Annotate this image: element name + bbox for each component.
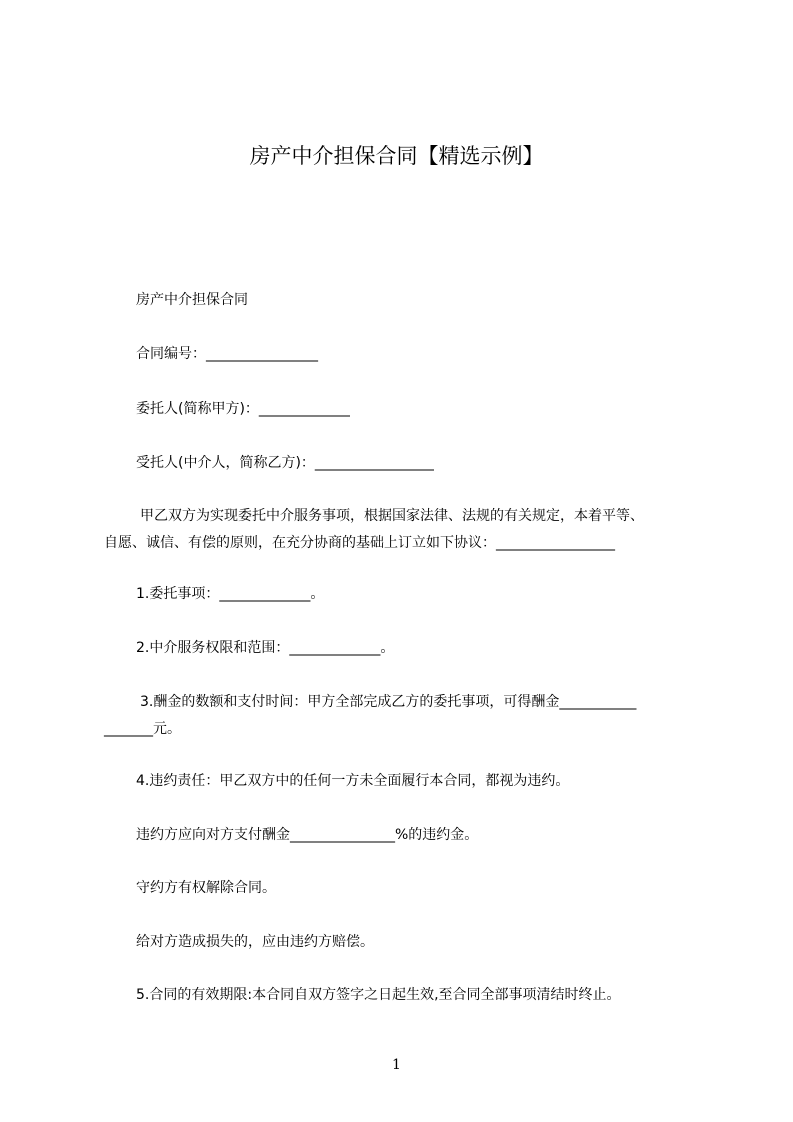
- clause-3-line-2: _______元。: [104, 721, 181, 737]
- contract-number-line: 合同编号：________________: [136, 346, 318, 362]
- clause-4-penalty: 违约方应向对方支付酬金_______________%的违约金。: [136, 827, 479, 843]
- preamble-line-1: 甲乙双方为实现委托中介服务事项，根据国家法律、法规的有关规定，本着平等、: [140, 508, 644, 524]
- clause-4-compensation: 给对方造成损失的，应由违约方赔偿。: [136, 934, 374, 950]
- clause-4: 4.违约责任：甲乙双方中的任何一方未全面履行本合同，都视为违约。: [136, 773, 570, 789]
- clause-4-termination: 守约方有权解除合同。: [136, 880, 276, 896]
- clause-1: 1.委托事项：_____________。: [136, 586, 325, 602]
- clause-2: 2.中介服务权限和范围：_____________。: [136, 640, 395, 656]
- preamble-line-2: 自愿、诚信、有偿的原则，在充分协商的基础上订立如下协议：_________________: [104, 535, 615, 551]
- agent-line: 受托人(中介人，简称乙方)：_________________: [136, 455, 434, 471]
- clause-3-line-1: 3.酬金的数额和支付时间：甲方全部完成乙方的委托事项，可得酬金___________: [140, 694, 637, 710]
- clause-5: 5.合同的有效期限:本合同自双方签字之日起生效,至合同全部事项清结时终止。: [136, 987, 621, 1003]
- document-title: 房产中介担保合同【精选示例】: [249, 144, 544, 168]
- client-line: 委托人(简称甲方)：_____________: [136, 401, 350, 417]
- page-number: 1: [392, 1057, 401, 1073]
- contract-heading: 房产中介担保合同: [136, 292, 248, 308]
